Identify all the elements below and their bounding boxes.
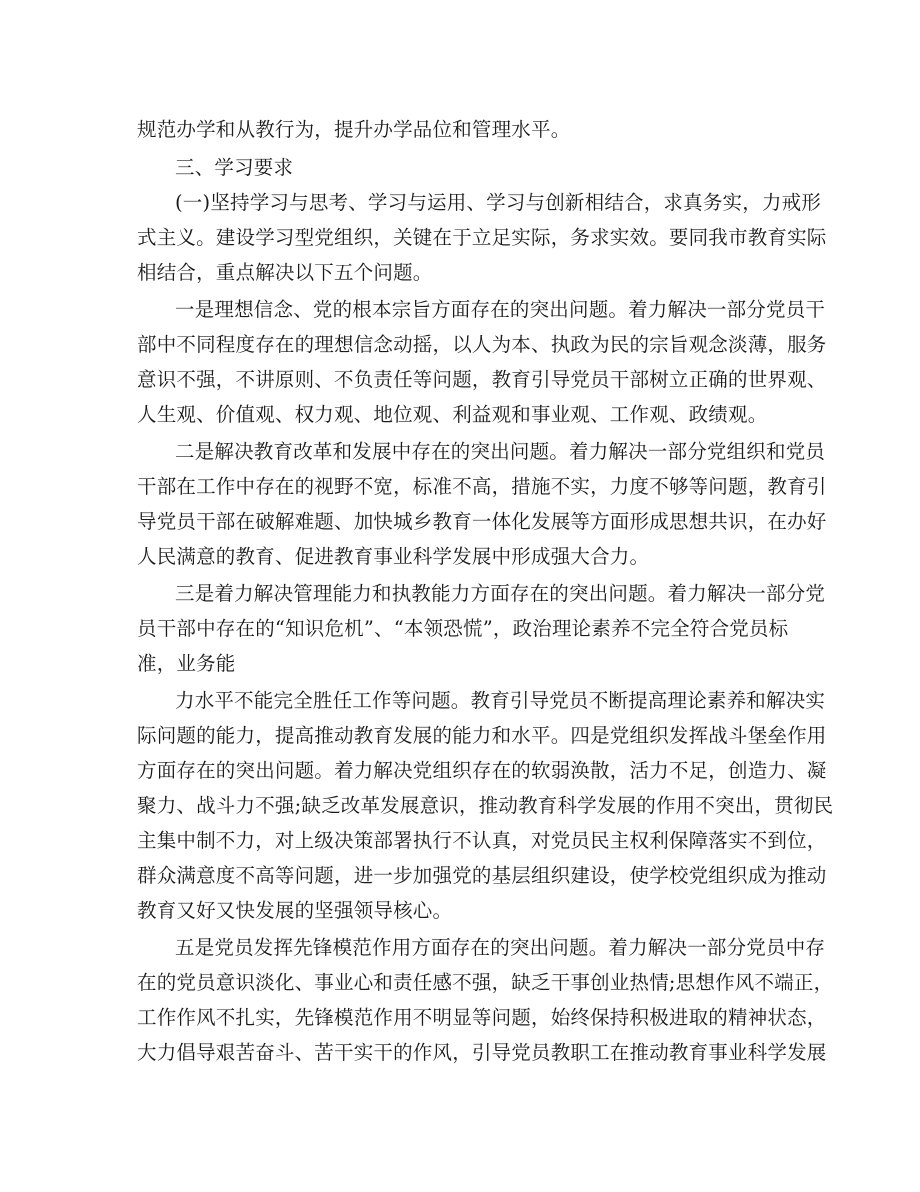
text-line: 式主义。建设学习型党组织，关键在于立足实际，务求实效。要同我市教育实际 xyxy=(137,226,827,249)
text-line: 群众满意度不高等问题，进一步加强党的基层组织建设，使学校党组织成为推动 xyxy=(137,864,827,887)
text-line: 准，业务能 xyxy=(137,652,236,675)
text-line: 教育又好又快发展的坚强领导核心。 xyxy=(137,899,453,922)
text-line: 部中不同程度存在的理想信念动摇，以人为本、执政为民的宗旨观念淡薄，服务 xyxy=(137,333,827,356)
text-line: 力水平不能完全胜任工作等问题。教育引导党员不断提高理论素养和解决实 xyxy=(175,689,826,712)
text-line: 二是解决教育改革和发展中存在的突出问题。着力解决一部分党组织和党员 xyxy=(175,440,826,463)
section-heading: 三、学习要求 xyxy=(175,156,294,179)
text-line: 干部在工作中存在的视野不宽，标准不高，措施不实，力度不够等问题，教育引 xyxy=(137,475,827,498)
text-line: 相结合，重点解决以下五个问题。 xyxy=(137,261,433,284)
text-line: 导党员干部在破解难题、加快城乡教育一体化发展等方面形成思想共识，在办好 xyxy=(137,510,827,533)
text-line: 三是着力解决管理能力和执教能力方面存在的突出问题。着力解决一部分党 xyxy=(175,582,826,605)
text-line: 工作作风不扎实，先锋模范作用不明显等问题，始终保持积极进取的精神状态， xyxy=(137,1006,827,1029)
text-line: 意识不强，不讲原则、不负责任等问题，教育引导党员干部树立正确的世界观、 xyxy=(137,368,827,391)
text-line: 大力倡导艰苦奋斗、苦干实干的作风，引导党员教职工在推动教育事业科学发展 xyxy=(137,1041,827,1064)
text-line: 人民满意的教育、促进教育事业科学发展中形成强大合力。 xyxy=(137,545,650,568)
text-line: 员干部中存在的“知识危机”、“本领恐慌”，政治理论素养不完全符合党员标 xyxy=(137,617,789,640)
text-line: 际问题的能力，提高推动教育发展的能力和水平。四是党组织发挥战斗堡垒作用 xyxy=(137,724,827,747)
text-line: 一是理想信念、党的根本宗旨方面存在的突出问题。着力解决一部分党员干 xyxy=(175,298,826,321)
text-line: 主集中制不力，对上级决策部署执行不认真，对党员民主权利保障落实不到位， xyxy=(137,829,827,852)
text-line: 五是党员发挥先锋模范作用方面存在的突出问题。着力解决一部分党员中存 xyxy=(175,936,826,959)
text-line: 在的党员意识淡化、事业心和责任感不强，缺乏干事创业热情;思想作风不端正， xyxy=(137,971,834,994)
text-line: 聚力、战斗力不强;缺乏改革发展意识，推动教育科学发展的作用不突出，贯彻民 xyxy=(137,794,834,817)
text-line: 人生观、价值观、权力观、地位观、利益观和事业观、工作观、政绩观。 xyxy=(137,403,768,426)
text-line: 规范办学和从教行为，提升办学品位和管理水平。 xyxy=(137,118,571,141)
text-line: 方面存在的突出问题。着力解决党组织存在的软弱涣散，活力不足，创造力、凝 xyxy=(137,759,827,782)
text-line: (一)坚持学习与思考、学习与运用、学习与创新相结合，求真务实，力戒形 xyxy=(175,191,822,214)
